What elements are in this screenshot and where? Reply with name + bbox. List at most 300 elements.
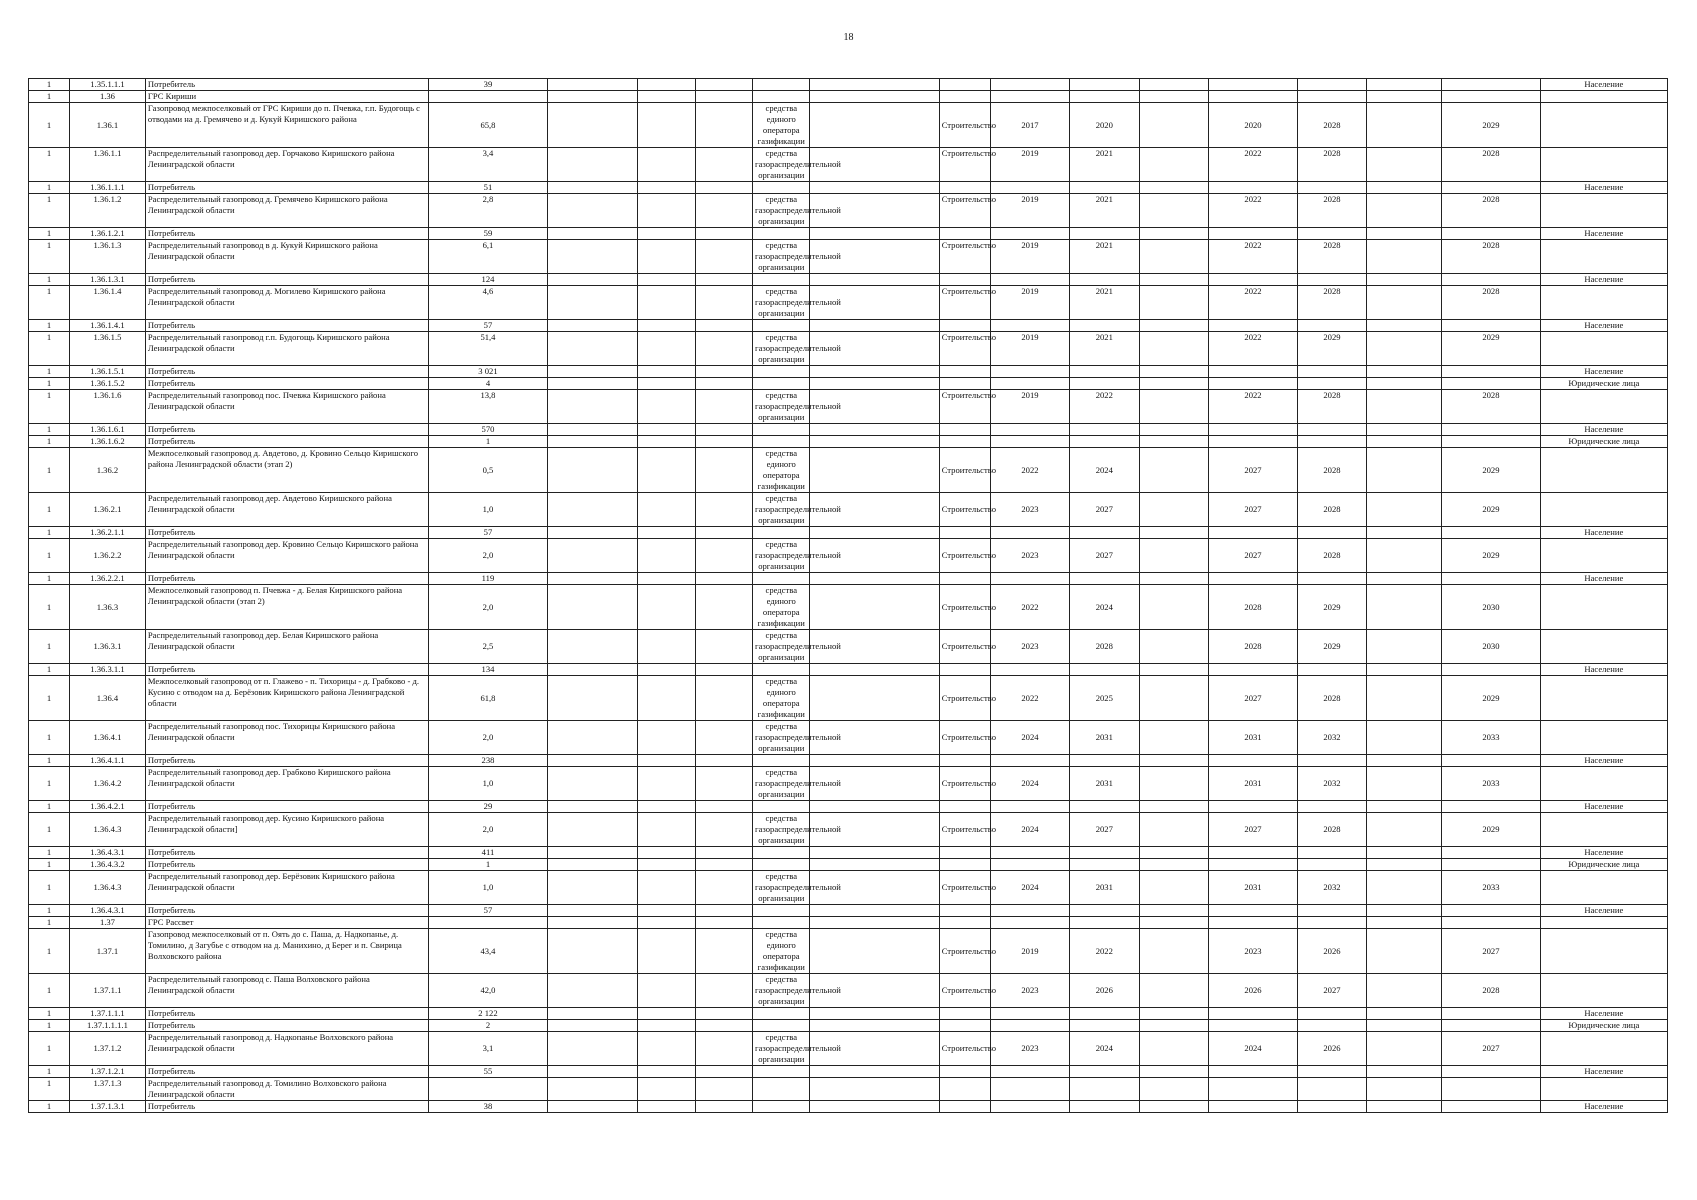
consumer-category-cell [1540, 148, 1667, 182]
work-type-cell [939, 424, 990, 436]
work-type-cell: Строительство [939, 1032, 990, 1066]
object-name-cell: Потребитель [145, 378, 428, 390]
consumer-category-cell [1540, 630, 1667, 664]
year-5-cell [1442, 274, 1540, 286]
year-start-cell [990, 847, 1069, 859]
funding-source-cell [753, 917, 810, 929]
row-code-cell: 1.36.4.3.1 [70, 847, 146, 859]
capacity-value-cell: 1 [428, 859, 547, 871]
object-name-cell: Потребитель [145, 573, 428, 585]
year-3-cell [1209, 905, 1297, 917]
col-6-cell [638, 493, 695, 527]
col-13-cell [1139, 148, 1209, 182]
year-5-cell [1442, 905, 1540, 917]
col-13-cell [1139, 755, 1209, 767]
row-code-cell: 1.36 [70, 91, 146, 103]
consumer-category-cell [1540, 871, 1667, 905]
col-13-cell [1139, 721, 1209, 755]
col-5-cell [547, 847, 637, 859]
col-5-cell [547, 228, 637, 240]
col-16-cell [1367, 332, 1442, 366]
work-type-cell: Строительство [939, 448, 990, 493]
work-type-cell [939, 91, 990, 103]
row-code-cell: 1.36.1.5.1 [70, 366, 146, 378]
year-5-cell [1442, 1078, 1540, 1101]
year-3-cell: 2022 [1209, 240, 1297, 274]
year-4-cell [1297, 847, 1367, 859]
year-4-cell: 2028 [1297, 194, 1367, 228]
col-16-cell [1367, 148, 1442, 182]
col-13-cell [1139, 801, 1209, 813]
year-end-cell: 2021 [1069, 194, 1139, 228]
col-16-cell [1367, 286, 1442, 320]
row-code-cell: 1.36.4 [70, 676, 146, 721]
year-start-cell [990, 436, 1069, 448]
col-13-cell [1139, 182, 1209, 194]
capacity-value-cell: 2,0 [428, 721, 547, 755]
year-3-cell [1209, 1101, 1297, 1113]
row-number-cell: 1 [29, 721, 70, 755]
row-code-cell: 1.36.2 [70, 448, 146, 493]
col-6-cell [638, 1020, 695, 1032]
consumer-category-cell [1540, 448, 1667, 493]
year-end-cell: 2024 [1069, 1032, 1139, 1066]
col-7-cell [695, 240, 752, 274]
consumer-category-cell: Юридические лица [1540, 378, 1667, 390]
object-name-cell: Потребитель [145, 527, 428, 539]
col-13-cell [1139, 630, 1209, 664]
col-7-cell [695, 79, 752, 91]
row-code-cell: 1.36.4.2 [70, 767, 146, 801]
object-name-cell: Потребитель [145, 1020, 428, 1032]
funding-source-cell [753, 274, 810, 286]
year-4-cell [1297, 436, 1367, 448]
year-end-cell [1069, 91, 1139, 103]
col-16-cell [1367, 813, 1442, 847]
year-end-cell [1069, 1101, 1139, 1113]
col-7-cell [695, 493, 752, 527]
year-3-cell [1209, 228, 1297, 240]
row-code-cell: 1.36.1.6.2 [70, 436, 146, 448]
year-5-cell: 2027 [1442, 1032, 1540, 1066]
capacity-value-cell: 38 [428, 1101, 547, 1113]
capacity-value-cell: 1,0 [428, 493, 547, 527]
capacity-value-cell: 238 [428, 755, 547, 767]
year-start-cell [990, 1078, 1069, 1101]
year-4-cell: 2032 [1297, 721, 1367, 755]
row-code-cell: 1.37.1.2.1 [70, 1066, 146, 1078]
table-row [29, 194, 1668, 228]
table-row [29, 79, 1668, 91]
col-13-cell [1139, 585, 1209, 630]
year-3-cell [1209, 917, 1297, 929]
col-5-cell [547, 1078, 637, 1101]
year-5-cell: 2029 [1442, 813, 1540, 847]
object-name-cell: Распределительный газопровод д. Томилино Волховского района Ленинградской области [145, 1078, 428, 1101]
year-4-cell: 2029 [1297, 332, 1367, 366]
col-6-cell [638, 1066, 695, 1078]
capacity-value-cell: 42,0 [428, 974, 547, 1008]
consumer-category-cell [1540, 1032, 1667, 1066]
year-end-cell [1069, 859, 1139, 871]
col-6-cell [638, 79, 695, 91]
consumer-category-cell: Население [1540, 847, 1667, 859]
year-4-cell [1297, 1020, 1367, 1032]
year-end-cell [1069, 573, 1139, 585]
year-4-cell: 2028 [1297, 676, 1367, 721]
table-row [29, 917, 1668, 929]
col-16-cell [1367, 436, 1442, 448]
col-6-cell [638, 917, 695, 929]
col-6-cell [638, 664, 695, 676]
row-number-cell: 1 [29, 493, 70, 527]
year-5-cell [1442, 320, 1540, 332]
col-7-cell [695, 1032, 752, 1066]
capacity-value-cell: 29 [428, 801, 547, 813]
year-4-cell: 2029 [1297, 630, 1367, 664]
table-row [29, 1008, 1668, 1020]
col-6-cell [638, 801, 695, 813]
col-13-cell [1139, 974, 1209, 1008]
row-number-cell: 1 [29, 1101, 70, 1113]
col-13-cell [1139, 378, 1209, 390]
consumer-category-cell [1540, 286, 1667, 320]
year-end-cell [1069, 1008, 1139, 1020]
col-13-cell [1139, 274, 1209, 286]
col-6-cell [638, 91, 695, 103]
year-3-cell [1209, 79, 1297, 91]
year-start-cell: 2023 [990, 974, 1069, 1008]
col-6-cell [638, 436, 695, 448]
work-type-cell [939, 1008, 990, 1020]
col-7-cell [695, 228, 752, 240]
row-code-cell: 1.36.1.5 [70, 332, 146, 366]
funding-source-cell [753, 436, 810, 448]
object-name-cell: Газопровод межпоселковый от п. Оять до с. Паша, д. Надкопанье, д. Томилино, д Загубье с отводом на д. Манихино, д Берег и п. Свирица Волховского района [145, 929, 428, 974]
col-16-cell [1367, 801, 1442, 813]
col-7-cell [695, 1020, 752, 1032]
year-5-cell: 2028 [1442, 390, 1540, 424]
col-6-cell [638, 721, 695, 755]
col-13-cell [1139, 1020, 1209, 1032]
year-3-cell: 2027 [1209, 448, 1297, 493]
col-7-cell [695, 286, 752, 320]
funding-source-cell [753, 1066, 810, 1078]
col-9-cell [810, 1066, 939, 1078]
col-5-cell [547, 194, 637, 228]
year-3-cell [1209, 378, 1297, 390]
capacity-value-cell: 61,8 [428, 676, 547, 721]
col-16-cell [1367, 228, 1442, 240]
funding-source-cell [753, 1101, 810, 1113]
year-start-cell [990, 905, 1069, 917]
year-end-cell [1069, 905, 1139, 917]
year-5-cell: 2029 [1442, 332, 1540, 366]
col-13-cell [1139, 332, 1209, 366]
col-16-cell [1367, 103, 1442, 148]
col-9-cell [810, 755, 939, 767]
year-start-cell: 2017 [990, 103, 1069, 148]
year-end-cell: 2022 [1069, 390, 1139, 424]
col-16-cell [1367, 194, 1442, 228]
row-number-cell: 1 [29, 332, 70, 366]
year-5-cell [1442, 917, 1540, 929]
col-7-cell [695, 585, 752, 630]
col-6-cell [638, 1101, 695, 1113]
year-3-cell: 2028 [1209, 630, 1297, 664]
funding-source-cell [753, 573, 810, 585]
col-5-cell [547, 320, 637, 332]
table-row [29, 905, 1668, 917]
year-4-cell [1297, 664, 1367, 676]
col-13-cell [1139, 929, 1209, 974]
year-3-cell: 2027 [1209, 493, 1297, 527]
year-start-cell [990, 573, 1069, 585]
col-5-cell [547, 148, 637, 182]
col-13-cell [1139, 448, 1209, 493]
consumer-category-cell: Юридические лица [1540, 1020, 1667, 1032]
year-end-cell: 2028 [1069, 630, 1139, 664]
year-3-cell: 2031 [1209, 721, 1297, 755]
funding-source-cell: средства газораспределительной организации [753, 332, 810, 366]
year-4-cell [1297, 1008, 1367, 1020]
work-type-cell [939, 847, 990, 859]
col-5-cell [547, 929, 637, 974]
col-7-cell [695, 539, 752, 573]
consumer-category-cell: Население [1540, 424, 1667, 436]
row-code-cell: 1.36.4.3.1 [70, 905, 146, 917]
year-end-cell: 2024 [1069, 448, 1139, 493]
funding-source-cell [753, 664, 810, 676]
capacity-value-cell: 57 [428, 527, 547, 539]
table-row [29, 573, 1668, 585]
col-7-cell [695, 320, 752, 332]
year-4-cell [1297, 366, 1367, 378]
consumer-category-cell [1540, 974, 1667, 1008]
col-9-cell [810, 801, 939, 813]
object-name-cell: Распределительный газопровод с. Паша Волховского района Ленинградской области [145, 974, 428, 1008]
year-5-cell [1442, 378, 1540, 390]
funding-source-cell [753, 1008, 810, 1020]
row-number-cell: 1 [29, 664, 70, 676]
capacity-value-cell [428, 1078, 547, 1101]
col-5-cell [547, 1020, 637, 1032]
year-start-cell [990, 366, 1069, 378]
funding-source-cell [753, 905, 810, 917]
col-9-cell [810, 436, 939, 448]
col-7-cell [695, 929, 752, 974]
capacity-value-cell: 134 [428, 664, 547, 676]
col-16-cell [1367, 905, 1442, 917]
row-number-cell: 1 [29, 1066, 70, 1078]
year-4-cell [1297, 424, 1367, 436]
consumer-category-cell: Население [1540, 755, 1667, 767]
table-row [29, 1101, 1668, 1113]
year-3-cell: 2027 [1209, 676, 1297, 721]
col-9-cell [810, 228, 939, 240]
work-type-cell [939, 859, 990, 871]
year-start-cell [990, 1066, 1069, 1078]
work-type-cell [939, 182, 990, 194]
year-start-cell [990, 664, 1069, 676]
funding-source-cell [753, 366, 810, 378]
col-13-cell [1139, 539, 1209, 573]
year-5-cell: 2028 [1442, 194, 1540, 228]
year-5-cell [1442, 1020, 1540, 1032]
col-7-cell [695, 274, 752, 286]
col-9-cell [810, 91, 939, 103]
row-number-cell: 1 [29, 527, 70, 539]
year-4-cell: 2028 [1297, 103, 1367, 148]
table-row [29, 1066, 1668, 1078]
year-4-cell [1297, 755, 1367, 767]
year-start-cell [990, 91, 1069, 103]
col-13-cell [1139, 320, 1209, 332]
col-7-cell [695, 1078, 752, 1101]
year-3-cell: 2031 [1209, 871, 1297, 905]
year-5-cell: 2028 [1442, 148, 1540, 182]
row-number-cell: 1 [29, 859, 70, 871]
col-6-cell [638, 929, 695, 974]
capacity-value-cell: 39 [428, 79, 547, 91]
col-6-cell [638, 194, 695, 228]
year-end-cell [1069, 436, 1139, 448]
col-9-cell [810, 917, 939, 929]
consumer-category-cell: Население [1540, 274, 1667, 286]
col-6-cell [638, 905, 695, 917]
col-5-cell [547, 974, 637, 1008]
year-start-cell: 2024 [990, 767, 1069, 801]
consumer-category-cell: Население [1540, 905, 1667, 917]
col-5-cell [547, 585, 637, 630]
col-13-cell [1139, 767, 1209, 801]
year-3-cell [1209, 424, 1297, 436]
row-number-cell: 1 [29, 917, 70, 929]
capacity-value-cell: 1,0 [428, 767, 547, 801]
year-end-cell: 2022 [1069, 929, 1139, 974]
consumer-category-cell: Население [1540, 320, 1667, 332]
work-type-cell: Строительство [939, 974, 990, 1008]
funding-source-cell: средства газораспределительной организации [753, 286, 810, 320]
col-6-cell [638, 424, 695, 436]
funding-source-cell: средства газораспределительной организации [753, 194, 810, 228]
object-name-cell: Потребитель [145, 228, 428, 240]
year-4-cell [1297, 1078, 1367, 1101]
work-type-cell [939, 917, 990, 929]
year-5-cell [1442, 755, 1540, 767]
year-end-cell [1069, 1066, 1139, 1078]
year-start-cell [990, 228, 1069, 240]
year-start-cell [990, 917, 1069, 929]
consumer-category-cell [1540, 585, 1667, 630]
consumer-category-cell [1540, 767, 1667, 801]
col-13-cell [1139, 1078, 1209, 1101]
work-type-cell [939, 1066, 990, 1078]
col-5-cell [547, 917, 637, 929]
year-3-cell [1209, 436, 1297, 448]
col-5-cell [547, 1032, 637, 1066]
year-3-cell [1209, 664, 1297, 676]
funding-source-cell: средства газораспределительной организации [753, 813, 810, 847]
row-code-cell: 1.36.1.4.1 [70, 320, 146, 332]
year-start-cell: 2024 [990, 813, 1069, 847]
col-9-cell [810, 573, 939, 585]
col-16-cell [1367, 585, 1442, 630]
row-code-cell: 1.36.1.2.1 [70, 228, 146, 240]
funding-source-cell: средства газораспределительной организации [753, 767, 810, 801]
capacity-value-cell: 1,0 [428, 871, 547, 905]
capacity-value-cell [428, 91, 547, 103]
row-code-cell: 1.36.3.1 [70, 630, 146, 664]
gas-pipeline-table [28, 78, 1668, 1113]
col-5-cell [547, 767, 637, 801]
col-7-cell [695, 859, 752, 871]
work-type-cell: Строительство [939, 767, 990, 801]
col-7-cell [695, 847, 752, 859]
object-name-cell: Распределительный газопровод д. Надкопанье Волховского района Ленинградской области [145, 1032, 428, 1066]
row-code-cell: 1.36.1.1 [70, 148, 146, 182]
table-row [29, 148, 1668, 182]
col-5-cell [547, 573, 637, 585]
col-16-cell [1367, 378, 1442, 390]
work-type-cell: Строительство [939, 871, 990, 905]
year-5-cell [1442, 366, 1540, 378]
table-row [29, 721, 1668, 755]
row-code-cell: 1.36.3 [70, 585, 146, 630]
col-13-cell [1139, 527, 1209, 539]
table-row [29, 1032, 1668, 1066]
consumer-category-cell: Население [1540, 1101, 1667, 1113]
consumer-category-cell [1540, 813, 1667, 847]
col-9-cell [810, 448, 939, 493]
row-code-cell: 1.36.2.1.1 [70, 527, 146, 539]
consumer-category-cell [1540, 539, 1667, 573]
year-5-cell [1442, 436, 1540, 448]
year-3-cell [1209, 859, 1297, 871]
col-7-cell [695, 801, 752, 813]
col-16-cell [1367, 859, 1442, 871]
col-13-cell [1139, 905, 1209, 917]
year-4-cell: 2028 [1297, 813, 1367, 847]
year-3-cell [1209, 755, 1297, 767]
col-16-cell [1367, 929, 1442, 974]
year-start-cell [990, 1008, 1069, 1020]
funding-source-cell: средства единого оператора газификации [753, 676, 810, 721]
year-5-cell [1442, 573, 1540, 585]
year-3-cell: 2026 [1209, 974, 1297, 1008]
year-end-cell: 2024 [1069, 585, 1139, 630]
row-number-cell: 1 [29, 91, 70, 103]
year-end-cell: 2025 [1069, 676, 1139, 721]
col-9-cell [810, 929, 939, 974]
year-4-cell: 2028 [1297, 539, 1367, 573]
row-code-cell: 1.36.4.1 [70, 721, 146, 755]
year-3-cell: 2031 [1209, 767, 1297, 801]
row-number-cell: 1 [29, 103, 70, 148]
work-type-cell [939, 1020, 990, 1032]
object-name-cell: Распределительный газопровод пос. Пчевжа Киришского района Ленинградской области [145, 390, 428, 424]
col-5-cell [547, 801, 637, 813]
object-name-cell: Межпоселковый газопровод д. Авдетово, д. Кровино Сельцо Киришского района Ленинградской области (этап 2) [145, 448, 428, 493]
col-16-cell [1367, 366, 1442, 378]
col-5-cell [547, 274, 637, 286]
year-5-cell [1442, 1066, 1540, 1078]
col-9-cell [810, 1008, 939, 1020]
object-name-cell: Потребитель [145, 366, 428, 378]
col-13-cell [1139, 813, 1209, 847]
row-number-cell: 1 [29, 767, 70, 801]
col-16-cell [1367, 493, 1442, 527]
